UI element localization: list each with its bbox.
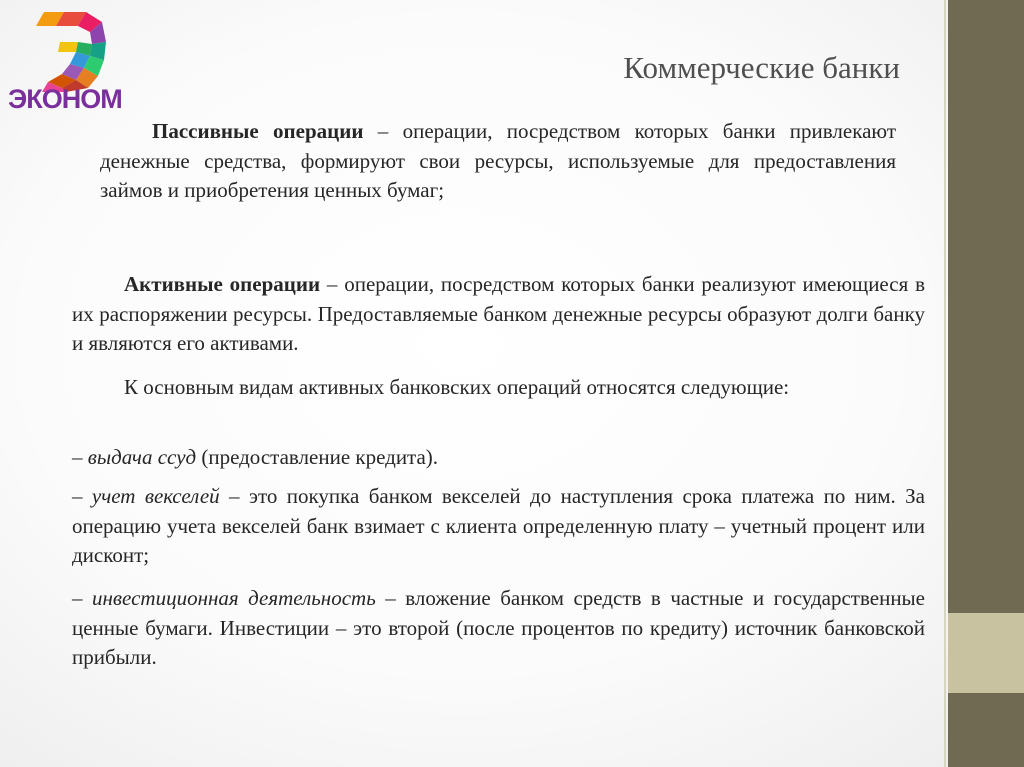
list-item-investment — [72, 584, 925, 673]
paragraph-intro: К основным видам активных банковских операций относятся следующие: — [124, 375, 790, 399]
sidebar-accent-block — [948, 613, 1024, 693]
term-active-operations: Активные операции — [124, 272, 321, 296]
term-bills: учет векселей — [91, 484, 220, 508]
paragraph-passive-operations — [100, 117, 896, 206]
list-dash: – — [72, 484, 92, 508]
definition-active-operations: – операции, посредством которых банки реализуют имеющиеся в их распоряжении ресурсы. Предоставляемые банком денежные ресурсы образуют долги банку и являются его активами. — [72, 272, 925, 355]
list-item-loans — [72, 443, 925, 473]
definition-passive-operations: – операции, посредством которых банки привлекают денежные средства, формируют свои ресурсы, используемые для предоставления займов и приобретения ценных бумаг; — [100, 119, 897, 202]
paragraph-active-operations — [72, 270, 925, 359]
list-dash: – — [72, 586, 92, 610]
term-loans: выдача ссуд — [87, 445, 197, 469]
definition-loans: (предоставление кредита). — [196, 445, 439, 469]
list-item-bills — [72, 482, 925, 571]
term-investment: инвестиционная деятельность — [92, 586, 376, 610]
definition-bills: – это покупка банком векселей до наступления срока платежа по ним. За операцию учета векселей банк взимает с клиента определенную плату – учетный процент или дисконт; — [72, 484, 925, 567]
logo-wordmark: ЭКОНОМ — [8, 84, 122, 114]
definition-investment: – вложение банком средств в частные и государственные ценные бумаги. Инвестиции – это второй (после процентов по кредиту) источник банковской прибыли. — [72, 586, 925, 669]
slide-title: Коммерческие банки — [623, 50, 900, 85]
list-dash: – — [72, 445, 88, 469]
sidebar-divider — [944, 0, 946, 767]
term-passive-operations: Пассивные операции — [152, 119, 364, 143]
